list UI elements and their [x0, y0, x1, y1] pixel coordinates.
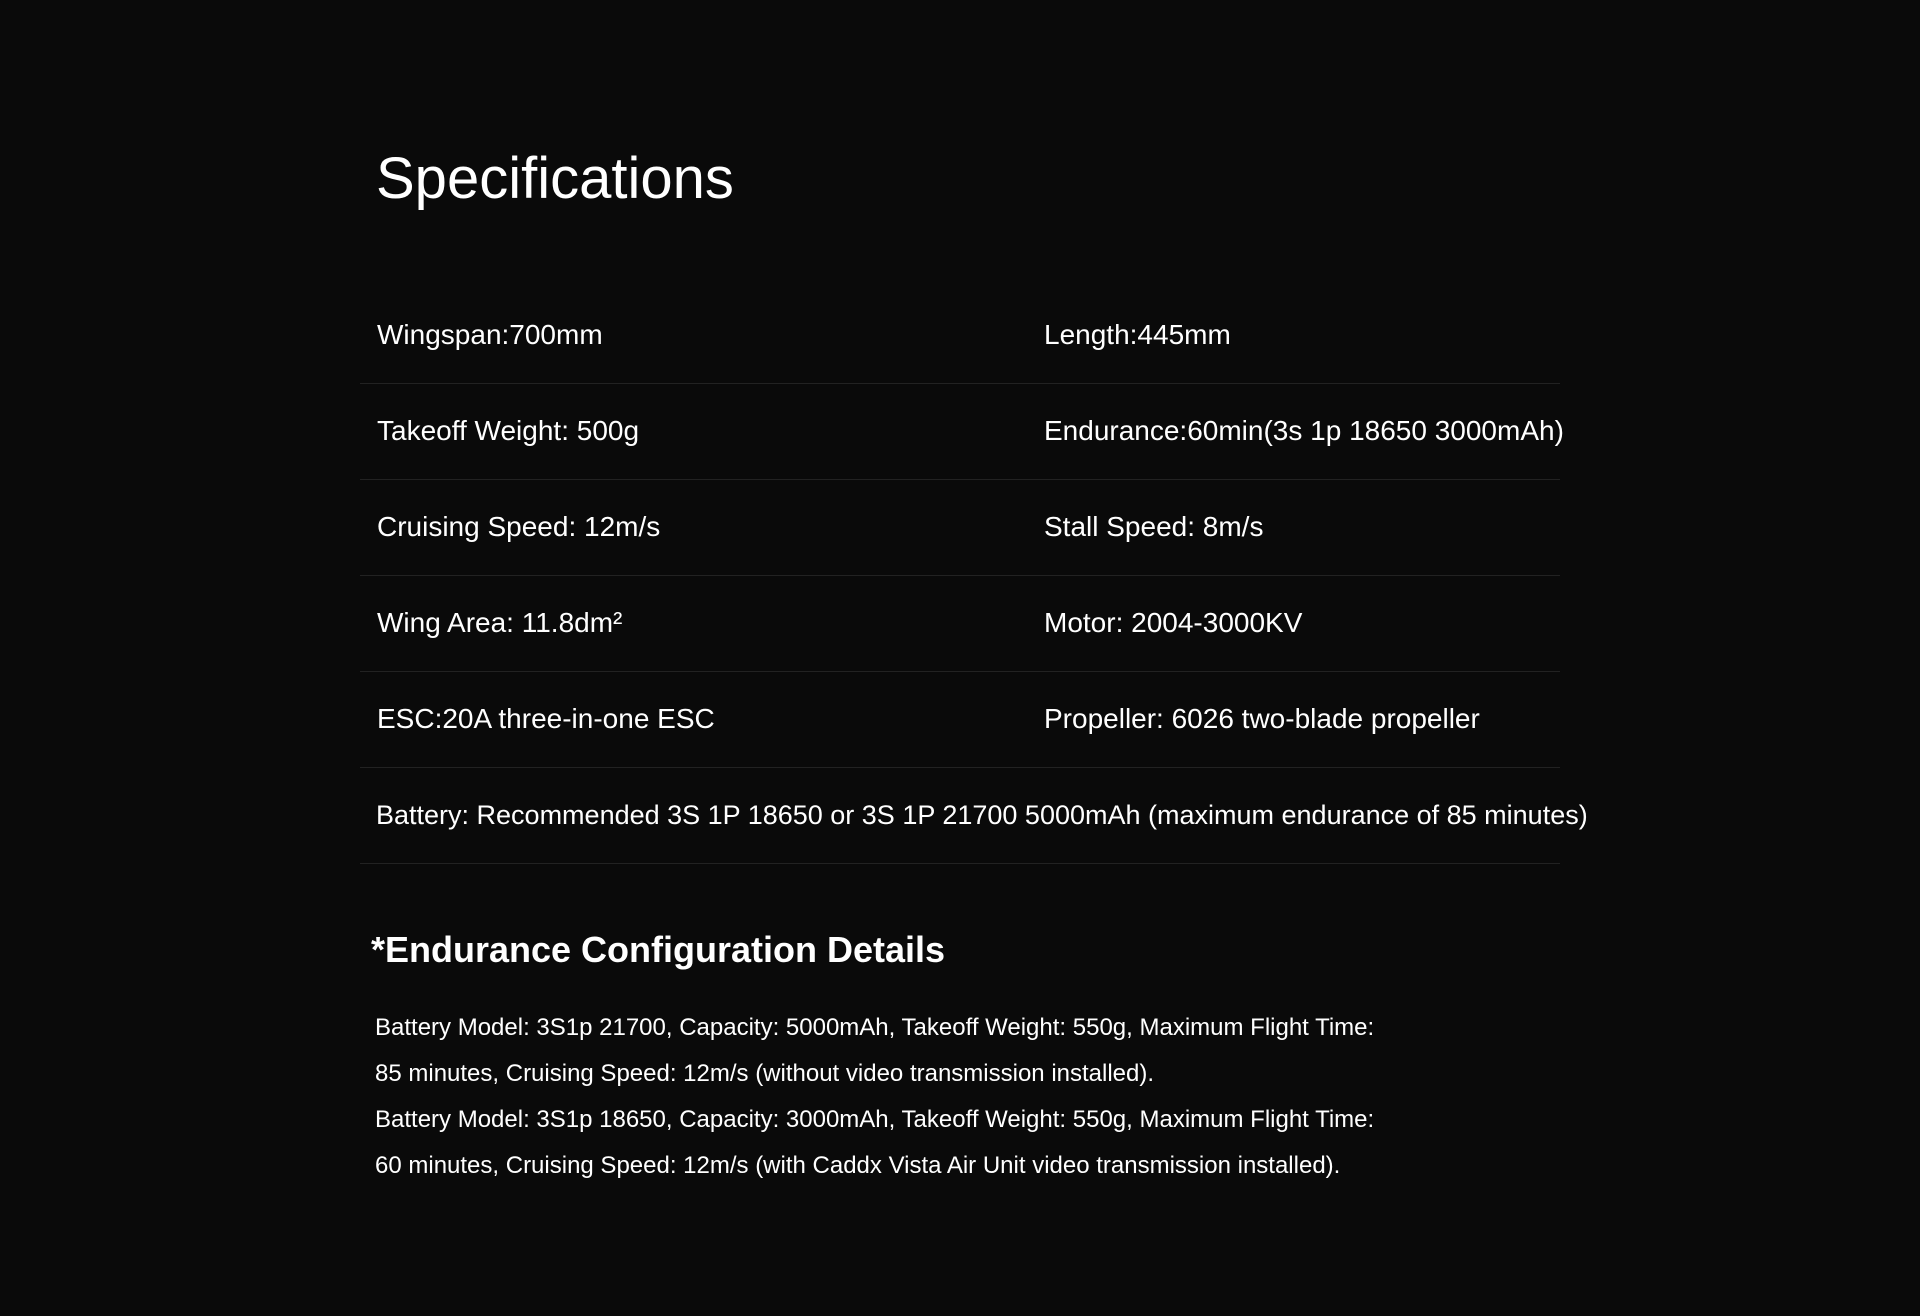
- spec-wingspan: Wingspan:700mm: [377, 319, 603, 350]
- details-title: *Endurance Configuration Details: [371, 929, 946, 970]
- spec-battery: Battery: Recommended 3S 1P 18650 or 3S 1P 21700 5000mAh (maximum endurance of 85 minutes): [376, 799, 1588, 830]
- spec-stall-speed: Stall Speed: 8m/s: [1044, 511, 1264, 542]
- spec-row: [360, 576, 1560, 672]
- details-body: [375, 1005, 1535, 1189]
- details-line: Battery Model: 3S1p 18650, Capacity: 3000mAh, Takeoff Weight: 550g, Maximum Flight Time:: [375, 1106, 1375, 1133]
- spec-esc: ESC:20A three-in-one ESC: [377, 703, 715, 734]
- spec-motor: Motor: 2004-3000KV: [1044, 607, 1303, 638]
- spec-row: [360, 288, 1560, 384]
- details-line: 60 minutes, Cruising Speed: 12m/s (with Caddx Vista Air Unit video transmission installed).: [375, 1152, 1341, 1179]
- spec-takeoff-weight: Takeoff Weight: 500g: [377, 415, 640, 446]
- spec-table: [360, 288, 1588, 864]
- spec-row: [360, 672, 1560, 768]
- spec-length: Length:445mm: [1044, 319, 1231, 350]
- spec-cruising-speed: Cruising Speed: 12m/s: [377, 511, 661, 542]
- spec-propeller: Propeller: 6026 two-blade propeller: [1044, 703, 1480, 734]
- spec-row: [360, 480, 1560, 576]
- spec-row: [360, 384, 1564, 480]
- spec-row: [360, 768, 1588, 864]
- details-line: Battery Model: 3S1p 21700, Capacity: 5000mAh, Takeoff Weight: 550g, Maximum Flight Time:: [375, 1014, 1375, 1041]
- page-title: Specifications: [376, 146, 734, 211]
- details-line: 85 minutes, Cruising Speed: 12m/s (without video transmission installed).: [375, 1060, 1155, 1087]
- spec-wing-area: Wing Area: 11.8dm²: [377, 607, 623, 638]
- spec-endurance: Endurance:60min(3s 1p 18650 3000mAh): [1044, 415, 1564, 446]
